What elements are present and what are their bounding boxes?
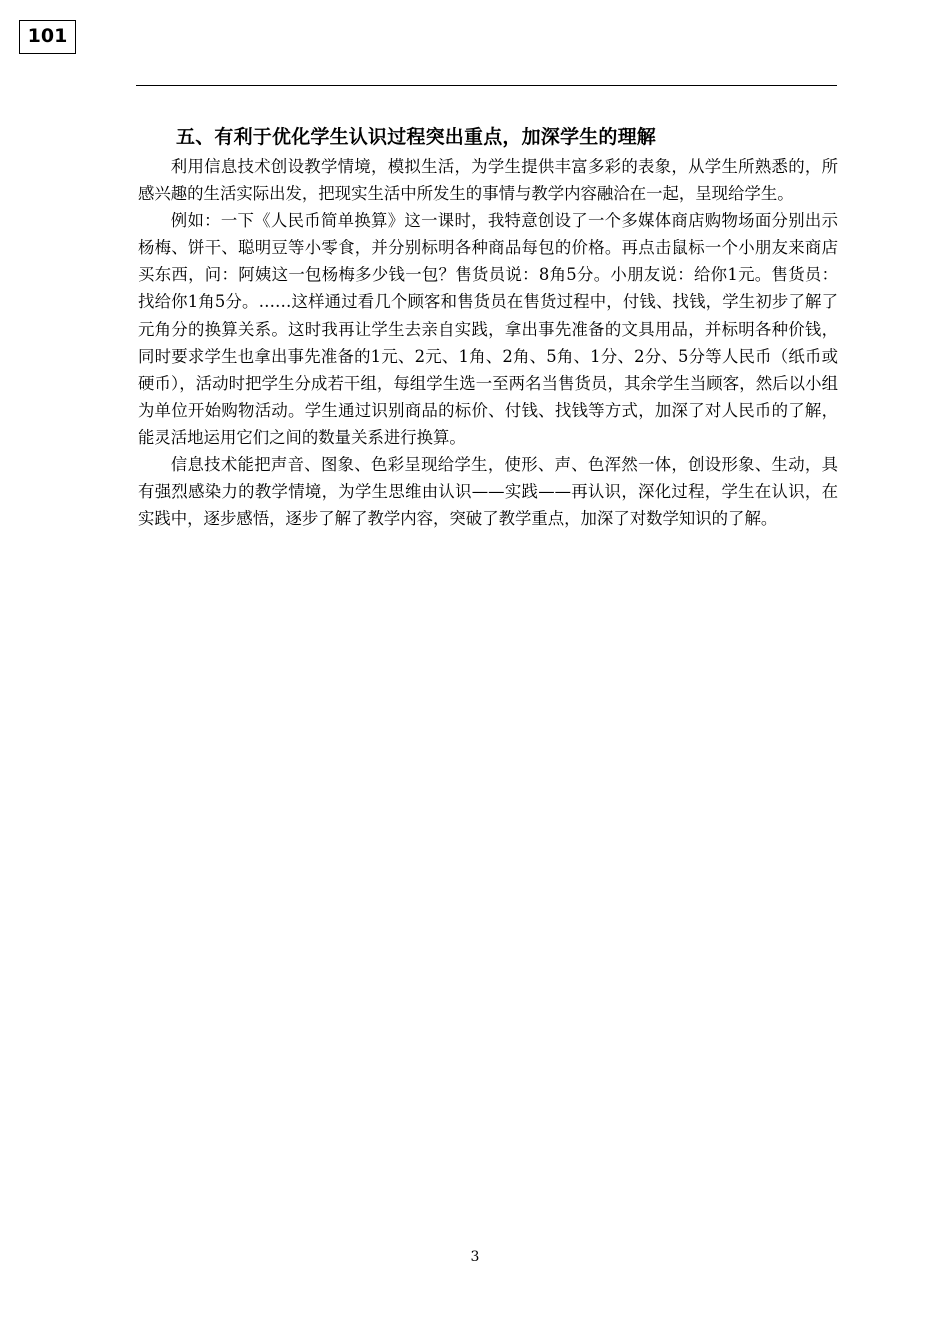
header-rule <box>136 85 837 86</box>
page-tag-box: 101 <box>19 20 76 54</box>
document-body <box>138 122 838 532</box>
paragraph-2: 例如：一下《人民币简单换算》这一课时，我特意创设了一个多媒体商店购物场面分别出示杨梅、饼干、聪明豆等小零食，并分别标明各种商品每包的价格。再点击鼠标一个小朋友来商店买东西，问：阿姨这一包杨梅多少钱一包？售货员说：8角5分。小朋友说：给你1元。售货员：找给你1角5分。……这样通过看几个顾客和售货员在售货过程中，付钱、找钱，学生初步了解了元角分的换算关系。这时我再让学生去亲自实践，拿出事先准备的文具用品，并标明各种价钱，同时要求学生也拿出事先准备的1元、2元、1角、2角、5角、1分、2分、5分等人民币（纸币或硬币），活动时把学生分成若干组，每组学生选一至两名当售货员，其余学生当顾客，然后以小组为单位开始购物活动。学生通过识别商品的标价、付钱、找钱等方式，加深了对人民币的了解，能灵活地运用它们之间的数量关系进行换算。 <box>138 211 838 447</box>
page-number: 3 <box>470 1249 480 1265</box>
paragraph-1: 利用信息技术创设教学情境，模拟生活，为学生提供丰富多彩的表象，从学生所熟悉的，所感兴趣的生活实际出发，把现实生活中所发生的事情与教学内容融洽在一起，呈现给学生。 <box>138 157 838 204</box>
paragraph-3: 信息技术能把声音、图象、色彩呈现给学生，使形、声、色浑然一体，创设形象、生动，具有强烈感染力的教学情境，为学生思维由认识——实践——再认识，深化过程，学生在认识，在实践中，逐步感悟，逐步了解了教学内容，突破了教学重点，加深了对数学知识的了解。 <box>138 455 838 529</box>
section-heading: 五、有利于优化学生认识过程突出重点，加深学生的理解 <box>176 126 657 148</box>
